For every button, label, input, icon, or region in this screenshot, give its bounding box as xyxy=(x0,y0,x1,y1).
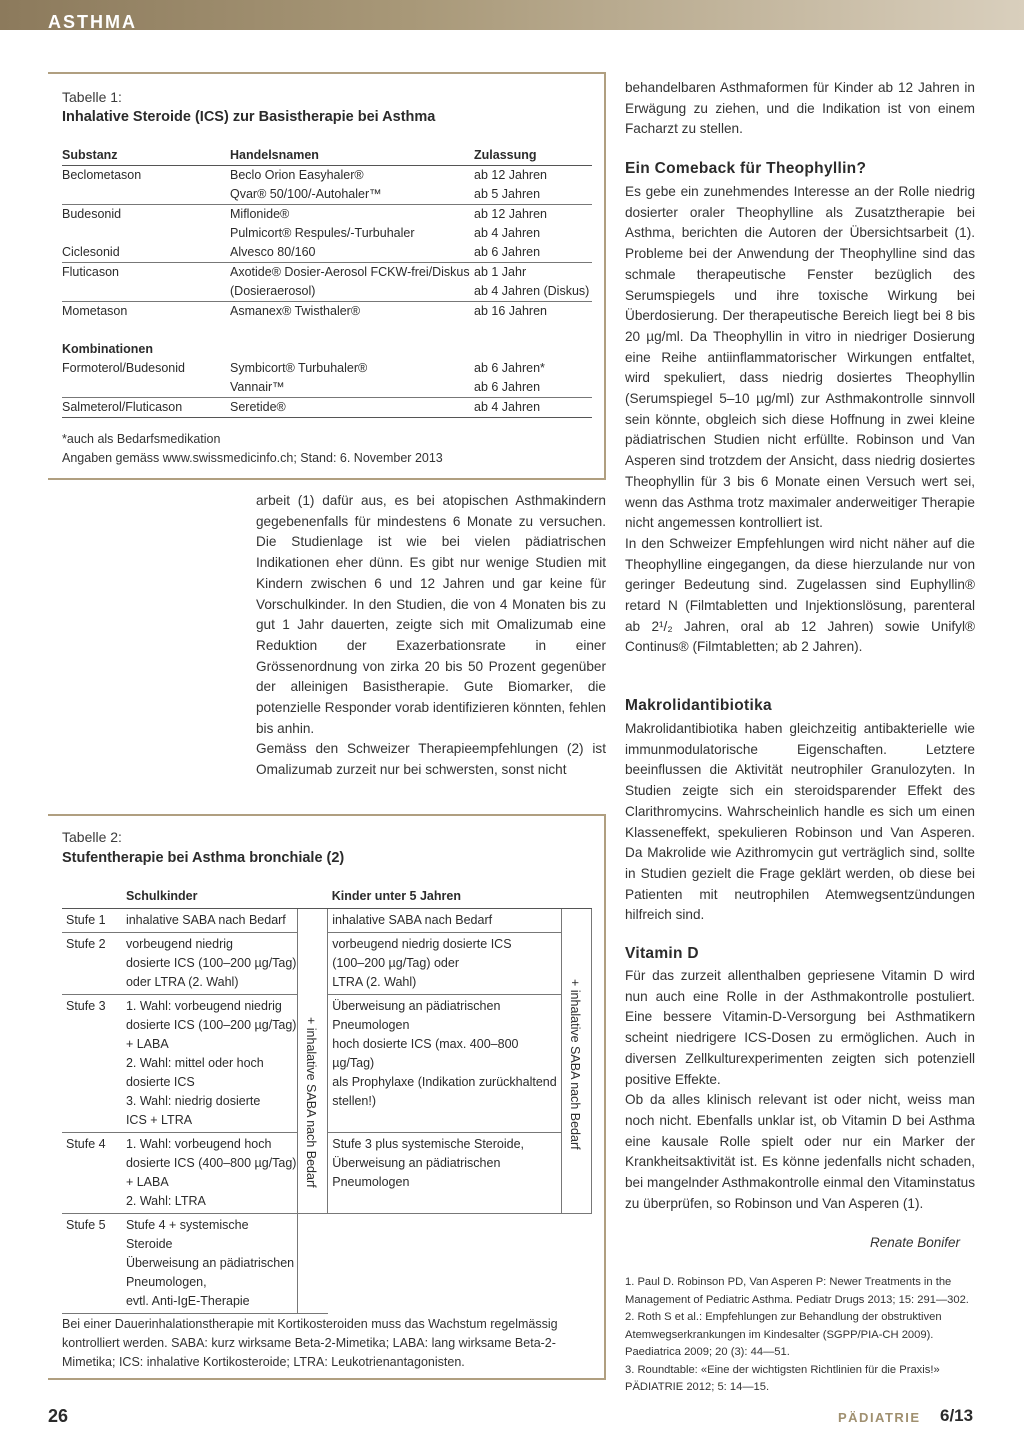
table2-caption-title: Stufentherapie bei Asthma bronchiale (2) xyxy=(62,850,345,866)
right-intro xyxy=(625,78,975,140)
table-cell xyxy=(562,885,592,909)
table2-col-kinder-unter-5: Kinder unter 5 Jahren xyxy=(328,885,562,909)
vitamin-d-paragraph-2: Ob da alles klinisch relevant ist oder nicht, weiss man noch nicht. Ebenfalls unklar ist, ob Vitamin D bei Asthma eine kausale Rolle spielt oder nur ein Marker der Krankheitsaktivität ist. Es könne jedenfalls nicht schaden, bei mangelnder Asthmakontrolle einmal den Vitaminstatus zu überprüfen, so Robinson und Van Asperen (1). xyxy=(625,1092,975,1211)
table-cell: ab 6 Jahren xyxy=(474,380,541,394)
table-cell: Asmanex® Twisthaler® xyxy=(230,302,474,322)
references xyxy=(625,1274,975,1397)
table-cell: 1. Wahl: vorbeugend niedrig dosierte ICS (100–200 µg/Tag) + LABA 2. Wahl: mittel oder hoch dosierte ICS 3. Wahl: niedrig dosierte ICS + LTRA xyxy=(122,995,298,1133)
vitamin-d-section xyxy=(625,966,975,1214)
table-cell xyxy=(298,1214,328,1314)
table-row xyxy=(62,359,592,378)
table-cell: ab 5 Jahren xyxy=(474,187,541,201)
table-cell xyxy=(62,321,230,340)
table-cell: vorbeugend niedrig dosierte ICS (100–200 µg/Tag) oder LTRA (2. Wahl) xyxy=(328,933,562,995)
table-cell xyxy=(62,378,230,398)
heading-theophyllin: Ein Comeback für Theophyllin? xyxy=(625,160,867,177)
page-number: 26 xyxy=(48,1406,69,1426)
table-row xyxy=(62,302,592,322)
table-cell: Pulmicort® Respules/-Turbuhaler xyxy=(230,226,415,240)
author-signature: Renate Bonifer xyxy=(870,1235,961,1250)
section-banner xyxy=(0,0,1024,30)
table-cell: Mometason xyxy=(62,302,230,322)
table-row xyxy=(62,185,592,205)
table-cell: inhalative SABA nach Bedarf xyxy=(328,909,562,933)
table2-footnote: Bei einer Dauerinhalationstherapie mit Kortikosteroiden muss das Wachstum regelmässig kontrolliert werden. SABA: kurz wirksame Beta-2-Mimetika; LABA: lang wirksame Beta-2-Mimetika; ICS: inhalative Kortikosteroide; LTRA: Leukotrienantagonisten. xyxy=(62,1317,558,1369)
table2-col-schulkinder: Schulkinder xyxy=(122,885,298,909)
table-cell: (Dosieraerosol) xyxy=(230,284,316,298)
table-row xyxy=(62,282,592,302)
table-row xyxy=(62,321,592,340)
table-cell: Fluticason xyxy=(62,263,230,283)
magazine-brand: PÄDIATRIE xyxy=(838,1410,921,1425)
table2 xyxy=(62,885,592,1314)
table-row xyxy=(62,909,592,933)
table-cell: 1. Wahl: vorbeugend hoch dosierte ICS (400–800 µg/Tag) + LABA 2. Wahl: LTRA xyxy=(122,1133,298,1214)
table-cell: ab 4 Jahren (Diskus) xyxy=(474,284,590,298)
middle-text-column xyxy=(256,491,606,781)
table2-stage-label: Stufe 5 xyxy=(62,1214,122,1314)
table-cell: ab 16 Jahren xyxy=(474,302,592,322)
table-cell xyxy=(62,885,122,909)
table-cell: ab 6 Jahren xyxy=(474,245,541,259)
table-cell: Formoterol/Budesonid xyxy=(62,361,185,375)
table-cell: Stufe 3 plus systemische Steroide, Überweisung an pädiatrischen Pneumologen xyxy=(328,1133,562,1214)
table-cell: Qvar® 50/100/-Autohaler™ xyxy=(230,187,382,201)
theophyllin-paragraph-2: In den Schweizer Empfehlungen wird nicht näher auf die Theophylline eingegangen, da diese hierzulande nur von geringer Bedeutung sind. Zugelassen sind Euphyllin® retard N (Filmtabletten und Injektionslösung, parenteral ab 2¹/₂ Jahren, oral ab 12 Jahren) sowie Unifyl® Continus® (Filmtabletten; ab 2 Jahren). xyxy=(625,535,975,655)
table2-vertical-cell-school xyxy=(298,909,328,1214)
table-cell xyxy=(298,885,328,909)
reference-1: 1. Paul D. Robinson PD, Van Asperen P: Newer Treatments in the Management of Pediatric Asthma. Pediatr Drugs 2013; 15: 291—302. xyxy=(625,1276,969,1306)
table-cell: inhalative SABA nach Bedarf xyxy=(122,909,298,933)
table-row xyxy=(62,378,592,398)
table-cell: Vannair™ xyxy=(230,380,285,394)
table1-col-zulassung: Zulassung xyxy=(474,146,592,166)
right-intro-paragraph: behandelbaren Asthmaformen für Kinder ab 12 Jahren in Erwägung zu ziehen, und die Indikation ist von einem Facharzt zu stellen. xyxy=(625,80,975,137)
table-cell: Alvesco 80/160 xyxy=(230,245,316,259)
table1 xyxy=(62,146,592,418)
table-cell: Budesonid xyxy=(62,205,230,225)
table-cell: Miflonide® xyxy=(230,205,474,225)
makrolid-section xyxy=(625,719,975,926)
vitamin-d-paragraph-1: Für das zurzeit allenthalben gepriesene Vitamin D wird nun auch eine Rolle in der Asthmakontrolle postuliert. Eine bessere Vitamin-D-Versorgung bei Asthmatikern scheint niedrigere ICS-Dosen zu ermöglichen. Auch in diversen Zellkulturexperimenten zeigten sich potenziell positive Effekte. xyxy=(625,968,975,1087)
table-cell xyxy=(474,340,592,359)
table2-vertical-cell-under5 xyxy=(562,909,592,1214)
table-cell xyxy=(62,282,230,302)
table1-footnote-star: *auch als Bedarfsmedikation xyxy=(62,432,221,446)
table-cell: Stufe 4 + systemische Steroide Überweisung an pädiatrischen Pneumologen, evtl. Anti-IgE-Therapie xyxy=(122,1214,298,1314)
table2-stage-label: Stufe 1 xyxy=(62,909,122,933)
table-cell: vorbeugend niedrig dosierte ICS (100–200 µg/Tag) oder LTRA (2. Wahl) xyxy=(122,933,298,995)
table-row xyxy=(62,243,592,263)
issue-number: 6/13 xyxy=(940,1406,974,1425)
table-row xyxy=(62,224,592,243)
table2-stage-label: Stufe 2 xyxy=(62,933,122,995)
table1-caption-title: Inhalative Steroide (ICS) zur Basistherapie bei Asthma xyxy=(62,109,436,125)
makrolid-paragraph: Makrolidantibiotika haben gleichzeitig antibakterielle wie immunmodulatorische Eigenschaften. Letztere beeinflussen die Aktivität neutrophiler Granulozyten. In Studien zeigte sich ein steroidsparender Effekt des Clarithromycins. Wahrscheinlich handle es sich um einen Klasseneffekt, spekulieren Robinson und Van Asperen. Da Makrolide wie Azithromycin gut verträglich sind, sollte in Studien gezielt die Frage geklärt werden, ob diese bei Patienten mit neutrophilen Atemwegsentzündungen hilfreich sind. xyxy=(625,721,975,923)
table-cell: ab 12 Jahren xyxy=(474,168,547,182)
table-cell xyxy=(230,321,474,340)
table2-header-row xyxy=(62,885,592,909)
table-row xyxy=(62,1214,592,1314)
table-cell: Überweisung an pädiatrischen Pneumologen hoch dosierte ICS (max. 400–800 µg/Tag) als Prophylaxe (Indikation zurückhaltend stellen!) xyxy=(328,995,562,1133)
table1-combo-heading-row xyxy=(62,340,592,359)
table-cell: Ciclesonid xyxy=(62,245,120,259)
middle-paragraph-2: Gemäss den Schweizer Therapieempfehlungen (2) ist Omalizumab zurzeit nur bei schwersten, sonst nicht xyxy=(256,741,606,778)
table-row xyxy=(62,166,592,186)
table-cell: Symbicort® Turbuhaler® xyxy=(230,361,368,375)
table1-footnote-source: Angaben gemäss www.swissmedicinfo.ch; Stand: 6. November 2013 xyxy=(62,451,443,465)
table-cell: ab 1 Jahr xyxy=(474,263,592,283)
table-row xyxy=(62,263,592,283)
table-cell xyxy=(62,224,230,243)
heading-vitamin-d: Vitamin D xyxy=(625,945,699,962)
table-row xyxy=(62,398,592,418)
table2-stage-label: Stufe 3 xyxy=(62,995,122,1133)
table1-header-row xyxy=(62,146,592,166)
table-cell: Salmeterol/Fluticason xyxy=(62,398,230,418)
theophyllin-paragraph-1: Es gebe ein zunehmendes Interesse an der Rolle niedrig dosierter oraler Theophylline als Zusatztherapie bei Asthma, berichten die Autoren der Übersichtsarbeit (1). Probleme bei der Anwendung der Theophylline sind das schmale therapeutische Fenster bezüglich des Serumspiegels und ihre toxische Wirkung bei Überdosierung. Der therapeutische Bereich liegt bei 8 bis 20 µg/ml. Da Theophyllin in vitro in niedriger Dosierung eine Reihe antiinflammatorischer Wirkungen entfaltet, wird spekuliert, dass niedrig dosiertes Theophyllin (Serumspiegel 5–10 µg/ml) zur Asthmakontrolle sinnvoll sein könnte, obgleich sich diese Hoffnung in zwei kleine pädiatrischen Studien nicht erfüllte. Robinson und Van Asperen sind trotzdem der Ansicht, dass niedrig dosiertes Theophyllin für 3 bis 6 Monate einen Versuch wert sei, wenn das Asthma trotz maximaler anderweitiger Therapie nicht angemessen kontrolliert ist. xyxy=(625,184,975,531)
section-title: ASTHMA xyxy=(48,12,137,32)
table-cell xyxy=(328,1214,562,1314)
table2-vertical-label-school: + inhalative SABA nach Bedarf xyxy=(304,1017,319,1188)
table-cell: Beclo Orion Easyhaler® xyxy=(230,168,364,182)
table2-caption-label: Tabelle 2: xyxy=(62,829,122,845)
table-cell xyxy=(62,185,230,205)
table1-caption-label: Tabelle 1: xyxy=(62,89,122,105)
table-cell xyxy=(230,340,474,359)
theophyllin-section xyxy=(625,182,975,658)
table-row xyxy=(62,205,592,225)
table-cell xyxy=(562,1214,592,1314)
table2-vertical-label-under5: + inhalative SABA nach Bedarf xyxy=(568,979,582,1150)
table-cell: ab 12 Jahren xyxy=(474,205,592,225)
table-cell: ab 4 Jahren xyxy=(474,226,541,240)
table2-stage-label: Stufe 4 xyxy=(62,1133,122,1214)
table-cell: ab 6 Jahren* xyxy=(474,361,545,375)
reference-3: 3. Roundtable: «Eine der wichtigsten Richtlinien für die Praxis!» PÄDIATRIE 2012; 5: 14—15. xyxy=(625,1363,940,1393)
table-cell: Axotide® Dosier-Aerosol FCKW-frei/Diskus xyxy=(230,263,474,283)
reference-2: 2. Roth S et al.: Empfehlungen zur Behandlung der obstruktiven Atemwegserkrankungen im Kindesalter (SGPP/PIA-CH 2009). Paediatrica 2009; 20 (3): 44—51. xyxy=(625,1311,942,1358)
table-cell: Seretide® xyxy=(230,398,474,418)
table1-col-substanz: Substanz xyxy=(62,146,230,166)
table-cell: Beclometason xyxy=(62,168,142,182)
heading-makrolid: Makrolidantibiotika xyxy=(625,697,772,714)
table1-col-handelsnamen: Handelsnamen xyxy=(230,146,474,166)
table1-combo-heading: Kombinationen xyxy=(62,342,153,356)
table-cell xyxy=(474,321,592,340)
middle-paragraph-1: arbeit (1) dafür aus, es bei atopischen Asthmakindern gegebenenfalls für mindestens 6 Monate zu versuchen. Die Studienlage ist wie bei vielen pädiatrischen Indikationen eher dünn. Es gibt nur wenige Studien mit Kindern zwischen 6 und 12 Jahren und gar keine für Vorschulkinder. In den Studien, die von 4 Monaten bis zu gut 1 Jahr dauerten, zeigte sich mit Omalizumab eine Reduktion der Exazerbationsrate in einer Grössenordnung von zirka 20 bis 50 Prozent gegenüber der alleinigen Basistherapie. Gute Biomarker, die potenzielle Responder vorab identifizieren könnten, fehlen bis anhin. xyxy=(256,493,606,736)
table-cell: ab 4 Jahren xyxy=(474,398,592,418)
